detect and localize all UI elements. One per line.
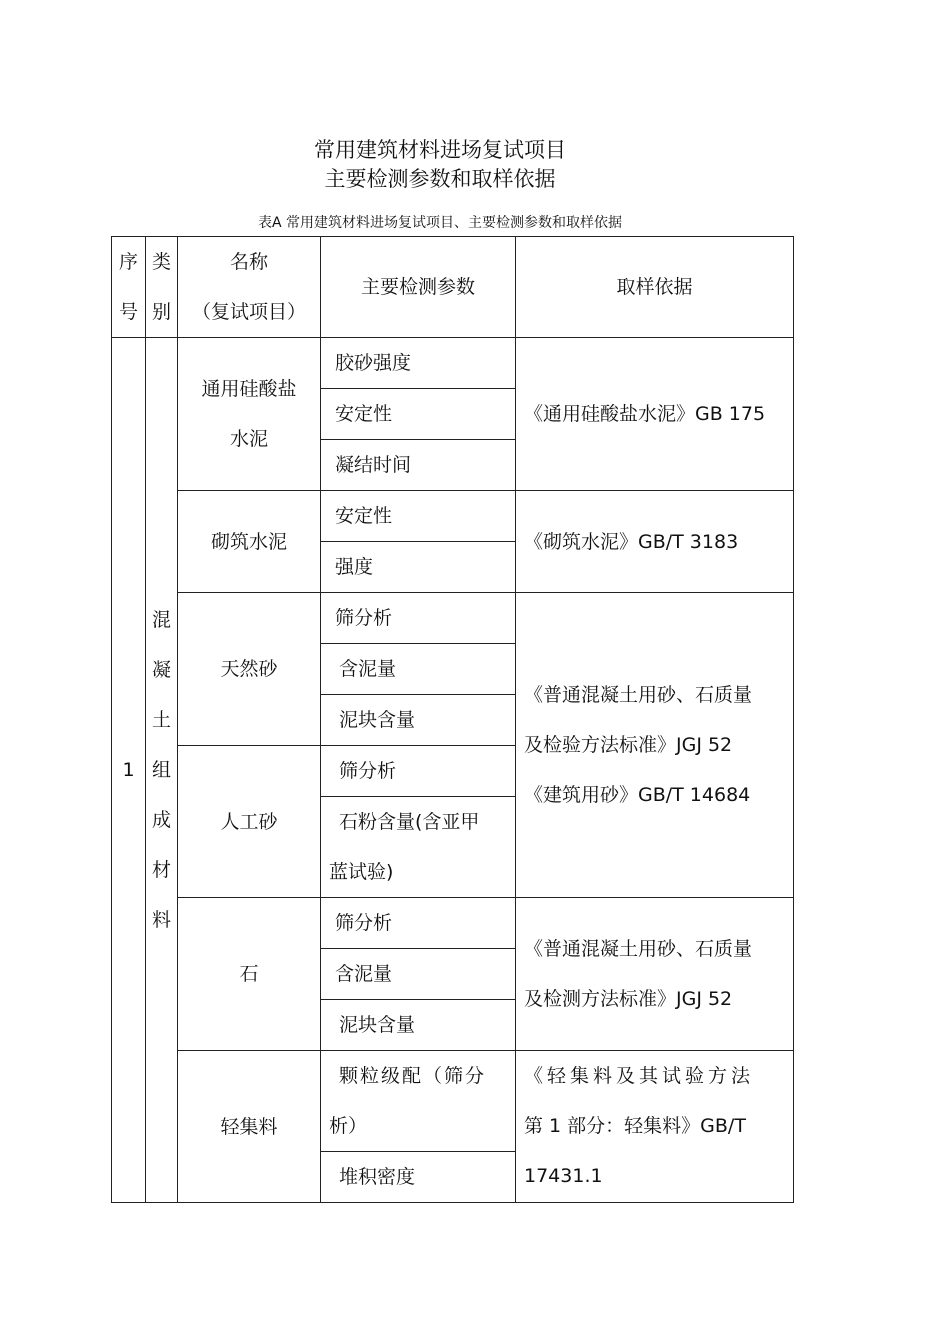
table-row: [112, 338, 794, 389]
param-cell: 含泥量: [321, 949, 516, 1000]
category-cell: [146, 338, 178, 1203]
document-title-line2: 主要检测参数和取样依据: [324, 167, 556, 191]
table-row: [112, 898, 794, 949]
header-name-top: 名称: [229, 251, 268, 273]
header-seq-top: 序: [118, 251, 138, 273]
header-name: [178, 237, 321, 338]
header-seq-bottom: 号: [118, 301, 138, 323]
header-name-bottom: （复试项目）: [191, 301, 306, 323]
param-cell: [321, 797, 516, 898]
basis-line: 《普通混凝土用砂、石质量: [524, 684, 753, 706]
basis-line: 《轻集料及其试验方法: [524, 1065, 755, 1087]
category-char: 土: [151, 709, 171, 731]
basis-cell: 《通用硅酸盐水泥》GB 175: [516, 338, 794, 491]
basis-line: 及检测方法标准》JGJ 52: [524, 988, 733, 1010]
item-name-cell: 天然砂: [178, 593, 321, 746]
document-title-line1: 常用建筑材料进场复试项目: [314, 138, 566, 162]
param-cell: 筛分析: [321, 593, 516, 644]
header-category-top: 类: [151, 251, 171, 273]
basis-line: 及检验方法标准》JGJ 52: [524, 734, 733, 756]
table-caption: 表A 常用建筑材料进场复试项目、主要检测参数和取样依据: [257, 215, 623, 231]
category-char: 组: [151, 759, 171, 781]
basis-line: 《建筑用砂》GB/T 14684: [524, 784, 751, 806]
param-cell: 筛分析: [321, 746, 516, 797]
basis-line: 第 1 部分：轻集料》GB/T: [524, 1115, 746, 1137]
table-row: [112, 1051, 794, 1152]
basis-line: 《普通混凝土用砂、石质量: [524, 938, 753, 960]
param-line: 颗粒级配（筛分: [339, 1065, 487, 1087]
param-cell: 泥块含量: [321, 695, 516, 746]
param-line: 析）: [329, 1115, 368, 1137]
header-category-bottom: 别: [151, 301, 171, 323]
header-basis: 取样依据: [516, 237, 794, 338]
table-row: [112, 491, 794, 542]
param-cell: 筛分析: [321, 898, 516, 949]
basis-cell: 《砌筑水泥》GB/T 3183: [516, 491, 794, 593]
basis-line: 17431.1: [524, 1165, 603, 1187]
item-name-line: 水泥: [229, 428, 268, 450]
param-cell: 胶砂强度: [321, 338, 516, 389]
item-name-cell: 轻集料: [178, 1051, 321, 1203]
param-line: 石粉含量(含亚甲: [339, 811, 480, 833]
category-char: 混: [151, 609, 171, 631]
item-name-cell: 砌筑水泥: [178, 491, 321, 593]
category-char: 料: [151, 909, 171, 931]
header-params: 主要检测参数: [321, 237, 516, 338]
basis-cell: [516, 898, 794, 1051]
category-char: 成: [151, 809, 171, 831]
category-char: 材: [151, 859, 171, 881]
header-category: [146, 237, 178, 338]
item-name-cell: [178, 338, 321, 491]
param-cell: 含泥量: [321, 644, 516, 695]
param-cell: 强度: [321, 542, 516, 593]
param-line: 蓝试验): [329, 861, 394, 883]
item-name-cell: 人工砂: [178, 746, 321, 898]
basis-cell: [516, 1051, 794, 1203]
param-cell: 安定性: [321, 389, 516, 440]
param-cell: [321, 1051, 516, 1152]
item-name-line: 通用硅酸盐: [201, 378, 297, 400]
table-row: [112, 593, 794, 644]
param-cell: 泥块含量: [321, 1000, 516, 1051]
basis-cell: [516, 593, 794, 898]
category-char: 凝: [151, 659, 171, 681]
table-header-row: [112, 237, 794, 338]
materials-table: [111, 236, 794, 1203]
param-cell: 堆积密度: [321, 1152, 516, 1203]
seq-cell: 1: [112, 338, 146, 1203]
header-seq: [112, 237, 146, 338]
param-cell: 安定性: [321, 491, 516, 542]
item-name-cell: 石: [178, 898, 321, 1051]
param-cell: 凝结时间: [321, 440, 516, 491]
